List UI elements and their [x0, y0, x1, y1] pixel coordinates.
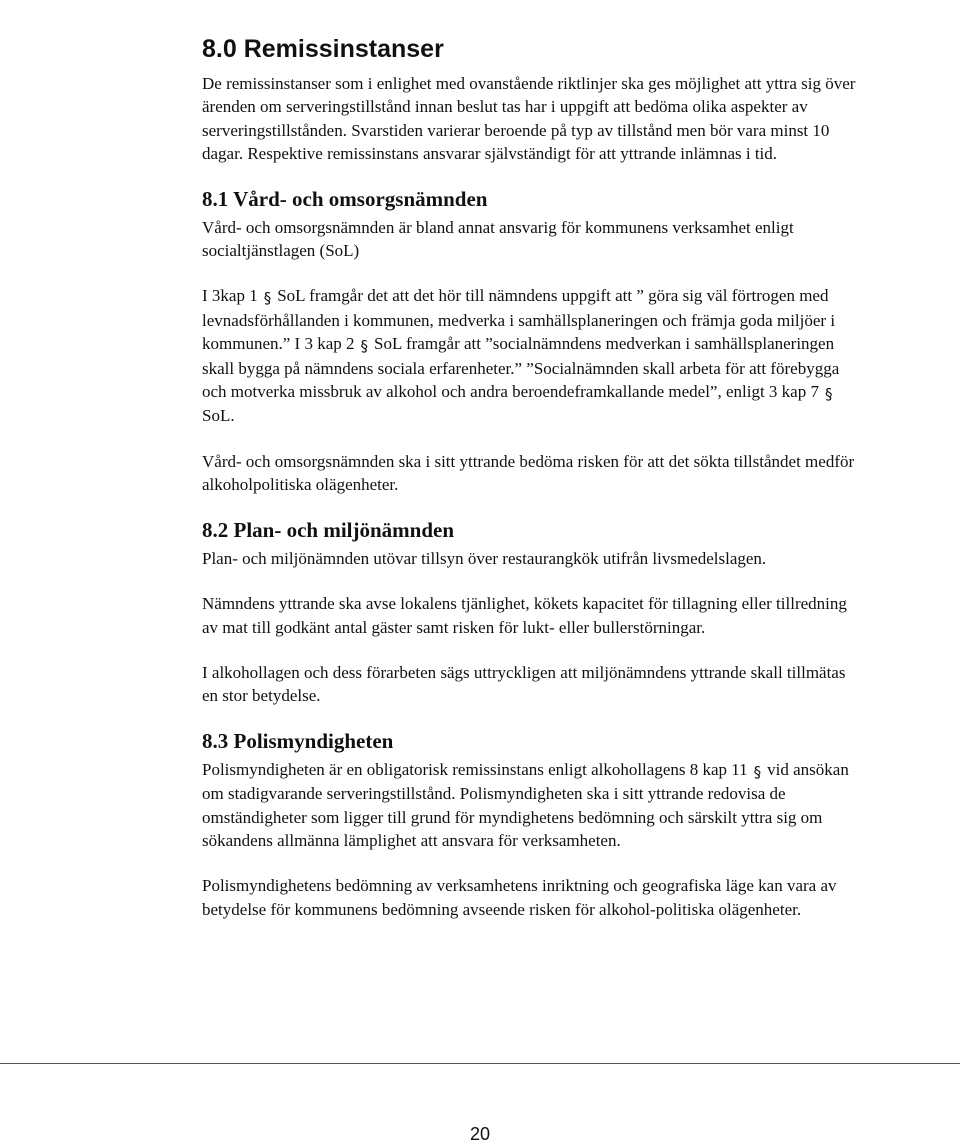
section-8-2-paragraph-1: Plan- och miljönämnden utövar tillsyn över restaurangkök utifrån livsmedelslagen. — [202, 548, 767, 568]
section-sign-icon: § — [360, 337, 368, 356]
text-run: SoL framgår det att det hör till nämndens uppgift att ” göra sig väl förtrogen med levnadsförhållanden i kommunen, medverka i samhällsplaneringen och främja goda miljöer i kommunen.” I 3 kap 2 — [202, 286, 836, 354]
page-content — [202, 34, 862, 921]
text-run: I 3kap 1 — [202, 286, 258, 306]
section-sign-icon: § — [753, 762, 762, 781]
section-8-1-paragraph-1: Vård- och omsorgsnämnden är bland annat ansvarig för kommunens verksamhet enligt socialtjänstlagen (SoL) — [202, 217, 794, 261]
text-run: SoL. — [202, 406, 235, 426]
page-number: 20 — [469, 1124, 491, 1144]
section-8-3-heading: 8.3 Polismyndigheten — [202, 728, 394, 753]
section-sign-icon: § — [824, 385, 833, 404]
section-8-1-paragraph-3: Vård- och omsorgsnämnden ska i sitt yttrande bedöma risken för att det sökta tillståndet medför alkoholpolitiska olägenheter. — [202, 451, 855, 495]
section-8-1-paragraph-2 — [202, 284, 862, 427]
section-8-3-paragraph-1 — [202, 758, 862, 853]
section-8-heading: 8.0 Remissinstanser — [202, 35, 444, 63]
footer-divider — [0, 1063, 960, 1064]
section-8-2-paragraph-3: I alkohollagen och dess förarbeten sägs uttryckligen att miljönämndens yttrande skall tillmätas en stor betydelse. — [202, 662, 846, 706]
text-run: SoL framgår att ”socialnämndens medverkan i samhällsplaneringen skall bygga på nämndens sociala erfarenheter.” ”Socialnämnden skall arbeta för att förebygga och motverka missbruk av alkohol och andra beroendeframkallande medel”, enligt 3 kap 7 — [202, 334, 840, 402]
section-8-3-paragraph-2: Polismyndighetens bedömning av verksamhetens inriktning och geografiska läge kan vara av betydelse för kommunens bedömning avseende risken för alkohol-politiska olägenheter. — [202, 876, 837, 919]
section-8-intro: De remissinstanser som i enlighet med ovanstående riktlinjer ska ges möjlighet att yttra sig över ärenden om serveringstillstånd innan beslut tas har i uppgift att bedöma olika aspekter av serveringstillstånden. Svarstiden varierar beroende på typ av tillstånd men bör vara minst 10 dagar. Respektive remissinstans ansvarar självständigt för att yttrande inlämnas i tid. — [202, 74, 856, 164]
section-8-1-heading: 8.1 Vård- och omsorgsnämnden — [202, 186, 488, 211]
text-run: vid ansökan om stadigvarande serveringstillstånd. Polismyndigheten ska i sitt yttrande redovisa de omständigheter som ligger till grund för myndighetens bedömning och särskilt yttra sig om sökandens allmänna lämplighet att ansvara för verksamheten. — [202, 759, 849, 850]
section-sign-icon: § — [263, 289, 272, 308]
text-run: Polismyndigheten är en obligatorisk remissinstans enligt alkohollagens 8 kap 11 — [202, 759, 748, 779]
section-8-2-heading: 8.2 Plan- och miljönämnden — [202, 517, 455, 542]
section-8-2-paragraph-2: Nämndens yttrande ska avse lokalens tjänlighet, kökets kapacitet för tillagning eller tillredning av mat till godkänt antal gäster samt risken för lukt- eller bullerstörningar. — [202, 594, 847, 637]
